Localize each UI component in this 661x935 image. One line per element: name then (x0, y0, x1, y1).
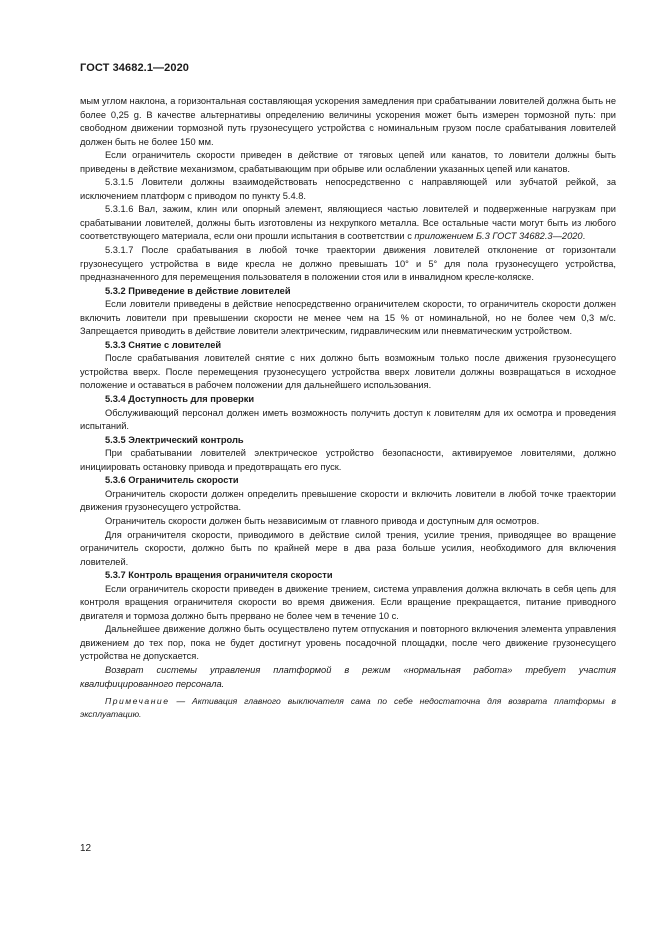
paragraph: мым углом наклона, а горизонтальная составляющая ускорения замедления при срабатывании ловителей должна быть не более 0,25 g. В качестве альтернативы определению величины ускорения может быть измерен тормозной путь: при свободном движении тормозной путь грузонесущего устройства с номинальным грузом после срабатывания ловителей должен быть не более 150 мм. (80, 96, 616, 147)
paragraph-text: 5.3.1.6 Вал, зажим, клин или опорный элемент, являющиеся частью ловителей и подверженные нагрузкам при срабатывании ловителей, должны быть изготовлены из нехрупкого металла. Все остальные части могут быть из любого соответствующего материала, если они прошли испытания в соответствии с (80, 204, 616, 242)
paragraph: 5.3.1.7 После срабатывания в любой точке траектории движения ловителей отклонение от горизонтали грузонесущего устройства в виде кресла не должно превышать 10° и 5° для пола грузонесущего устройства, предназначенного для перемещения пользователя в положении стоя или в инвалидном кресле-коляске. (80, 245, 616, 283)
paragraph-text: . (582, 231, 586, 242)
section-heading: 5.3.5 Электрический контроль (105, 434, 244, 445)
note (80, 695, 616, 720)
paragraph: Если ловители приведены в действие непосредственно ограничителем скорости, то ограничитель скорости должен включить ловители при превышении скорости не менее чем на 15 % от номинальной, но не более чем 0,3 м/с. Запрещается приводить в действие ловители электрическим, гидравлическим или пневматическим устройством. (80, 299, 616, 337)
paragraph: Если ограничитель скорости приведен в движение трением, система управления должна включать в себя цепь для контроля вращения ограничителя скорости во время движения. Если вращение прекращается, питание приводного двигателя и тормоза должно быть прервано не более чем в течение 10 с. (80, 583, 616, 621)
document-header: ГОСТ 34682.1—2020 (80, 62, 190, 74)
paragraph: Для ограничителя скорости, приводимого в действие силой трения, усилие трения, приводящее во вращение ограничитель скорости, должно быть по крайней мере в два раза больше усилия, необходимого для включения ловителей. (80, 529, 616, 567)
paragraph: После срабатывания ловителей снятие с них должно быть возможным только после движения грузонесущего устройства вверх. После перемещения грузонесущего устройства вверх ловители должны возвращаться в исходное положение и оставаться в рабочем положении для дальнейшего использования. (80, 353, 616, 391)
section-heading: 5.3.3 Снятие с ловителей (105, 339, 222, 350)
document-body (80, 95, 616, 720)
paragraph: Ограничитель скорости должен определить превышение скорости и включить ловители в любой точке траектории движения грузонесущего устройства. (80, 488, 616, 513)
paragraph: Дальнейшее движение должно быть осуществлено путем отпускания и повторного включения элемента управления движением до тех пор, пока не будет достигнут уровень посадочной площадки, после чего движение грузонесущего устройства не допускается. (80, 624, 616, 662)
note-label: Примечание (105, 696, 170, 707)
paragraph: Обслуживающий персонал должен иметь возможность получить доступ к ловителям для их осмотра и проведения испытаний. (80, 407, 616, 432)
standard-reference: приложением Б.3 ГОСТ 34682.3—2020 (414, 231, 583, 242)
section-heading: 5.3.4 Доступность для проверки (105, 394, 255, 405)
section-heading: 5.3.6 Ограничитель скорости (105, 475, 239, 486)
paragraph (80, 203, 616, 244)
page-number: 12 (80, 843, 92, 854)
paragraph: При срабатывании ловителей электрическое устройство безопасности, активируемое ловителями, должно инициировать остановку привода и предотвращать его пуск. (80, 448, 616, 472)
paragraph: 5.3.1.5 Ловители должны взаимодействовать непосредственно с направляющей или зубчатой рейкой, за исключением платформ с приводом по пункту 5.4.8. (80, 177, 616, 201)
note-text: — Активация главного выключателя сама по себе недостаточна для возврата платформы в эксплуатацию. (80, 696, 616, 719)
paragraph: Возврат системы управления платформой в режим «нормальная работа» требует участия квалифицированного персонала. (80, 664, 616, 689)
section-heading: 5.3.7 Контроль вращения ограничителя скорости (105, 570, 333, 581)
paragraph: Ограничитель скорости должен быть независимым от главного привода и доступным для осмотров. (105, 515, 540, 526)
section-heading: 5.3.2 Приведение в действие ловителей (105, 285, 291, 296)
paragraph: Если ограничитель скорости приведен в действие от тяговых цепей или канатов, то ловители должны быть приведены в действие механизмом, срабатывающим при обрыве или ослаблении указанных цепей или канатов. (80, 150, 616, 174)
